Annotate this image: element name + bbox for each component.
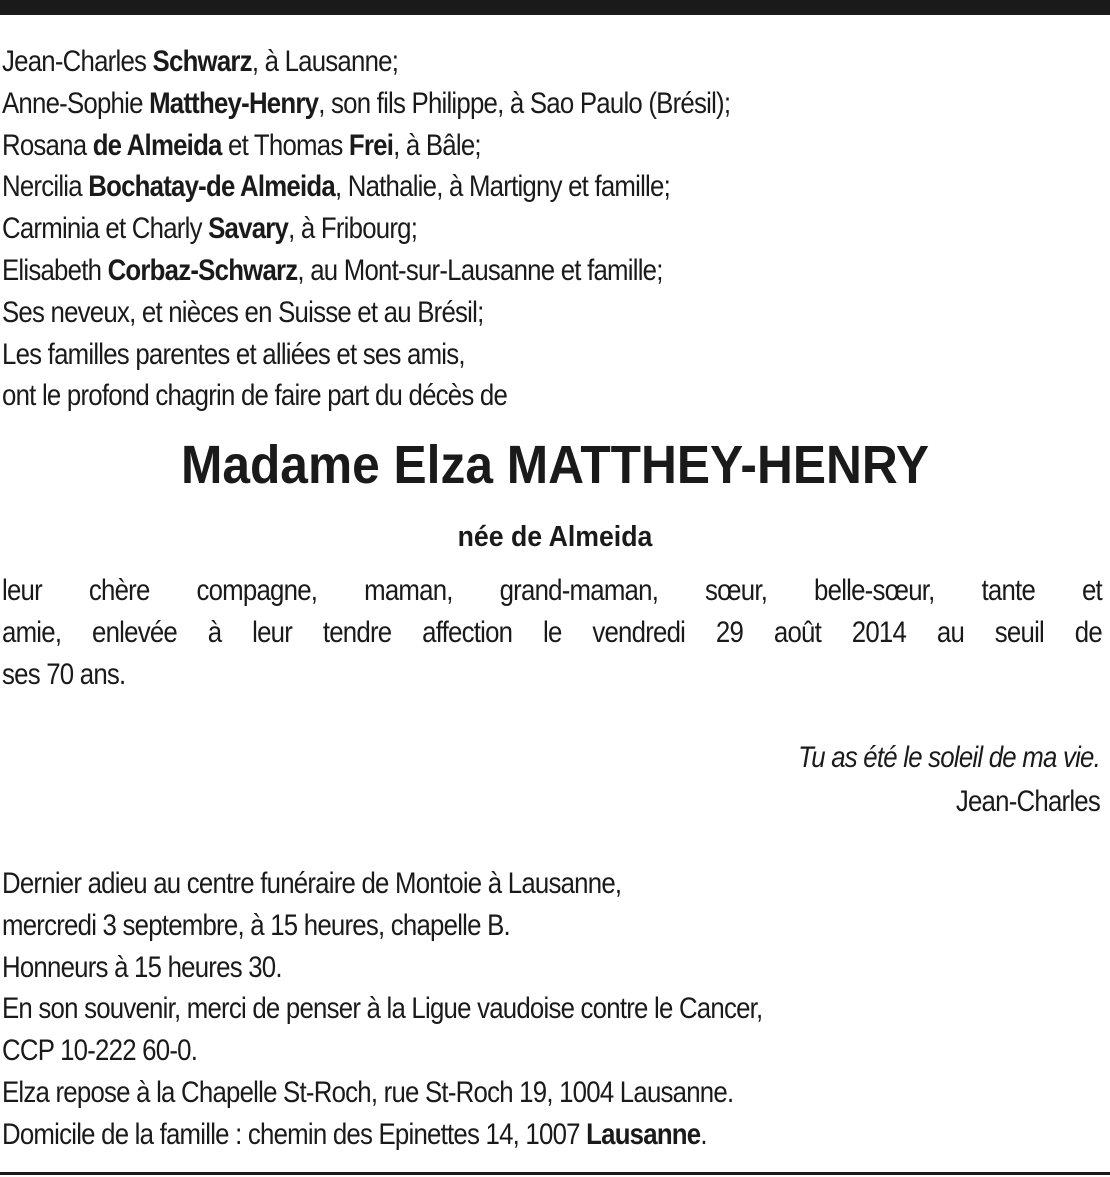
line-text: , au Mont-sur-Lausanne et famille; — [297, 253, 663, 287]
line-text: ont le profond chagrin de faire part du décès de — [2, 379, 508, 413]
line-text: , Nathalie, à Martigny et famille; — [334, 170, 670, 204]
line-text: Carminia et Charly — [2, 212, 209, 246]
family-surname: Matthey-Henry — [149, 86, 319, 120]
quote-author: Jean-Charles — [955, 785, 1100, 818]
description-line: ses 70 ans. — [2, 658, 126, 691]
city-name: Lausanne — [586, 1117, 701, 1151]
line-text: Dernier adieu au centre funéraire de Montoie à Lausanne, — [2, 867, 622, 900]
top-rule — [0, 0, 1110, 15]
description-line: amie, enlevée à leur tendre affection le vendredi 29 août 2014 au seuil de — [2, 616, 1102, 649]
line-text: , à Lausanne; — [251, 45, 399, 78]
bottom-rule — [0, 1172, 1110, 1175]
line-text: , à Fribourg; — [288, 212, 418, 246]
line-text: Elza repose à la Chapelle St-Roch, rue St-Roch 19, 1004 Lausanne. — [2, 1075, 734, 1109]
line-text: Elisabeth — [2, 253, 108, 287]
line-text: En son souvenir, merci de penser à la Ligue vaudoise contre le Cancer, — [2, 992, 763, 1026]
family-surname: Savary — [208, 212, 289, 246]
maiden-name: née de Almeida — [457, 521, 653, 553]
line-text: Les familles parentes et alliées et ses amis, — [2, 337, 465, 371]
line-text: CCP 10-222 60-0. — [2, 1034, 198, 1068]
line-text: Ses neveux, et nièces en Suisse et au Brésil; — [2, 295, 484, 329]
family-line — [2, 41, 948, 83]
quote-block — [400, 736, 1100, 824]
line-text: Jean-Charles — [2, 45, 153, 78]
line-text: et Thomas — [221, 128, 349, 162]
line-text: , son fils Philippe, à Sao Paulo (Brésil); — [318, 86, 731, 120]
family-line — [2, 250, 948, 292]
family-surname: Schwarz — [152, 45, 252, 78]
family-list — [2, 41, 1102, 417]
ceremony-info — [2, 863, 1102, 1156]
info-line — [2, 988, 948, 1030]
quote-text: Tu as été le soleil de ma vie. — [798, 741, 1100, 774]
info-line — [2, 863, 948, 905]
description — [2, 570, 1102, 696]
family-line — [2, 292, 948, 334]
info-line — [2, 947, 948, 989]
line-text: , à Bâle; — [393, 128, 481, 162]
line-text: . — [700, 1117, 707, 1151]
family-line — [2, 208, 948, 250]
family-surname: Frei — [348, 128, 394, 162]
line-text: mercredi 3 septembre, à 15 heures, chapelle B. — [2, 908, 510, 942]
line-text: Rosana — [2, 128, 93, 162]
deceased-name: Madame Elza MATTHEY-HENRY — [180, 435, 930, 495]
info-line — [2, 905, 948, 947]
family-surname: Bochatay-de Almeida — [88, 170, 335, 204]
line-text: Honneurs à 15 heures 30. — [2, 950, 282, 984]
info-line — [2, 1114, 948, 1156]
family-line — [2, 125, 948, 167]
line-text: Nercilia — [2, 170, 89, 204]
family-line — [2, 334, 948, 376]
line-text: Domicile de la famille : chemin des Epinettes 14, 1007 — [2, 1117, 587, 1151]
family-surname: Corbaz-Schwarz — [107, 253, 298, 287]
family-line — [2, 83, 948, 125]
family-surname: de Almeida — [92, 128, 222, 162]
description-line: leur chère compagne, maman, grand-maman, sœur, belle-sœur, tante et — [2, 574, 1102, 607]
info-line — [2, 1072, 948, 1114]
line-text: Anne-Sophie — [2, 86, 150, 120]
family-line — [2, 375, 948, 417]
family-line — [2, 166, 948, 208]
info-line — [2, 1030, 948, 1072]
